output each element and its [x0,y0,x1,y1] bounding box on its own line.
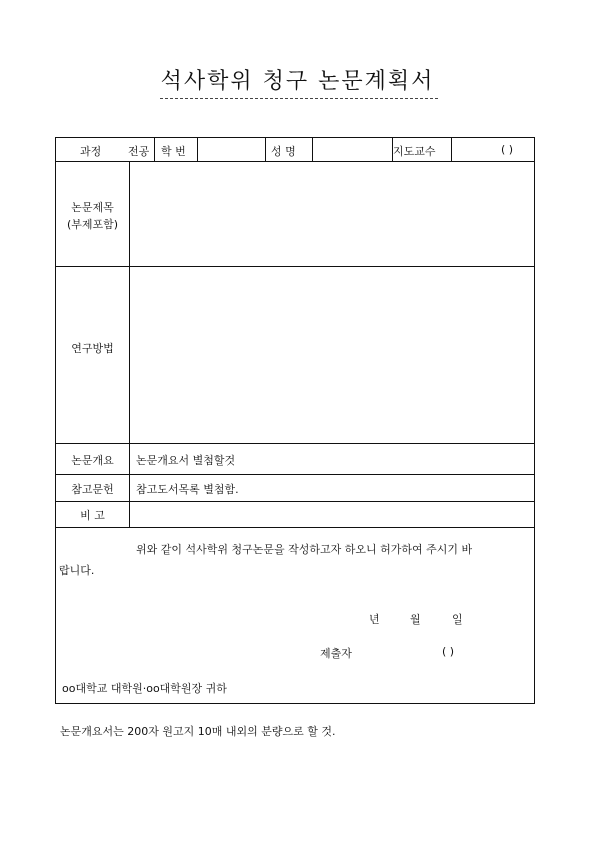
col-divider [197,138,198,161]
course-label: 과정 [80,145,102,158]
col-divider [154,138,155,161]
row-divider [56,443,534,444]
remarks-label: 비 고 [80,509,105,522]
recipient-line: oo대학교 대학원·oo대학원장 귀하 [62,682,227,695]
research-method-label: 연구방법 [71,342,114,355]
row-divider [56,474,534,475]
summary-value: 논문개요서 별첨할것 [136,454,236,467]
row-divider [56,161,534,162]
name-label: 성 명 [271,145,296,158]
thesis-title-sublabel: (부제포함) [66,218,119,231]
footnote: 논문개요서는 200자 원고지 10매 내외의 분량으로 할 것. [60,725,336,738]
advisor-paren: ( ) [501,143,514,156]
submitter-paren: ( ) [442,645,455,658]
row-divider [56,527,534,528]
advisor-label: 지도교수 [393,145,436,158]
title-underline [160,98,438,99]
row-divider [56,501,534,502]
document-title: 석사학위 청구 논문계획서 [160,69,435,94]
date-day: 일 [452,613,463,626]
request-text-line1: 위와 같이 석사학위 청구논문을 작성하고자 하오니 허가하여 주시기 바 [136,543,473,556]
col-divider [312,138,313,161]
label-column-divider [129,161,130,527]
request-text-line2: 랍니다. [59,564,95,577]
date-year: 년 [369,613,380,626]
summary-label: 논문개요 [71,454,114,467]
major-label: 전공 [128,145,150,158]
application-form [55,137,535,704]
references-label: 참고문헌 [71,483,114,496]
thesis-title-label: 논문제목 [71,201,114,214]
submitter-label: 제출자 [320,647,352,660]
references-value: 참고도서목록 별첨함. [136,483,239,496]
student-id-label: 학 번 [161,145,186,158]
col-divider [451,138,452,161]
row-divider [56,266,534,267]
date-month: 월 [410,613,421,626]
col-divider [265,138,266,161]
